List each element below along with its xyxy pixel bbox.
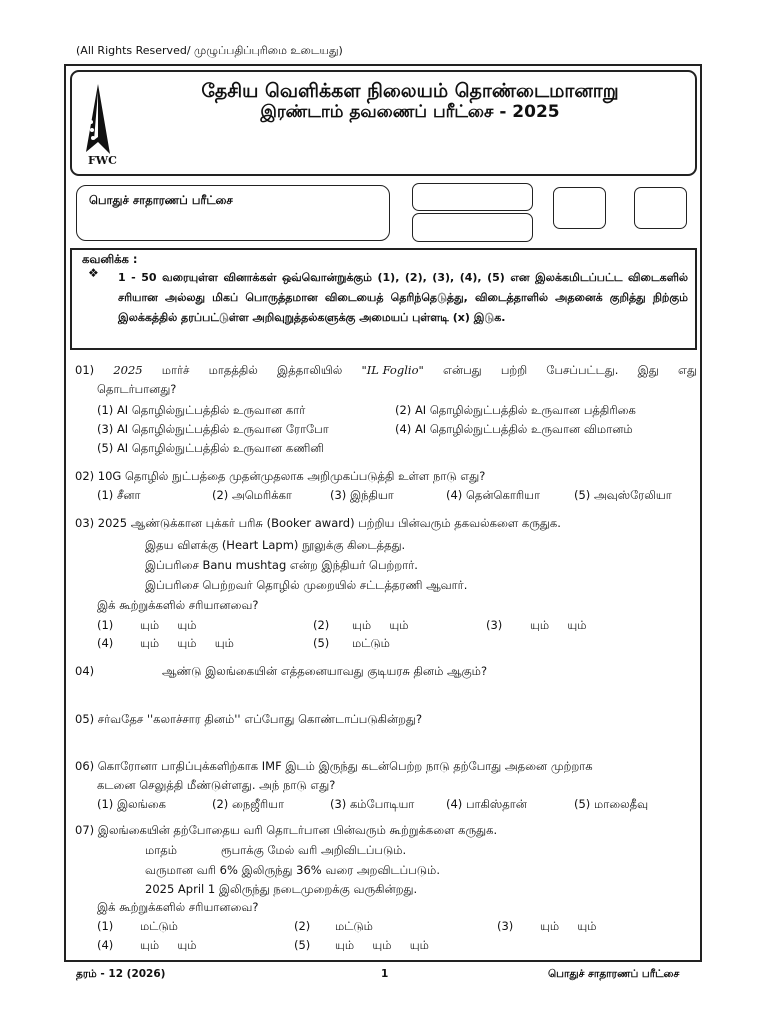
q7-option-1: மட்டும் [140,919,178,933]
q1-option-4: (4) AI தொழில்நுட்பத்தில் உருவான விமானம் [395,422,633,436]
bullet-icon: ❖ [88,266,99,280]
q2-option-1: (1) சீனா [97,488,141,502]
q1-option-2: (2) AI தொழில்நுட்பத்தில் உருவான பத்திரிகை [395,403,636,417]
exam-title: இரண்டாம் தவணைப் பரீட்சை - 2025 [260,102,560,122]
q7-option-1-num: (1) [97,919,114,933]
q7-option-5: யும் யும் யும் [335,938,429,952]
q1-word: இது [637,363,659,377]
q2-option-2: (2) அமெரிக்கா [212,488,292,502]
q6-option-2: (2) நைஜீரியா [212,797,284,811]
page-number: 1 [381,968,389,980]
q6-option-4: (4) பாகிஸ்தான் [446,797,527,811]
question-1 [75,361,697,379]
q7-statement-1: மாதம் ரூபாக்கு மேல் வரி அறிவிடப்படும். [145,843,407,857]
q7-statement-3: 2025 April 1 இலிருந்து நடைமுறைக்கு வருகின்றது. [145,882,418,896]
q1-year: 2025 [113,363,143,377]
code-box-1 [553,187,606,229]
q3-option-3: யும் யும் [530,618,587,632]
question-3: 03) 2025 ஆண்டுக்கான புக்கர் பரிசு (Booker award) பற்றிய பின்வரும் தகவல்களை கருதுக. [75,516,561,530]
q2-option-5: (5) அவுஸ்ரேலியா [574,488,672,502]
q7-statement-2: வருமான வரி 6% இலிருந்து 36% வரை அறவிடப்படும். [145,863,440,877]
q1-option-1: (1) AI தொழில்நுட்பத்தில் உருவான கார் [97,403,306,417]
question-6: 06) கொரோனா பாதிப்புக்களிற்காக IMF இடம் இருந்து கடன்பெற்ற நாடு தற்போது அதனை முற்றாக [75,759,593,773]
q1-option-3: (3) AI தொழில்நுட்பத்தில் உருவான ரோபோ [97,422,329,436]
q1-word: இத்தாலியில் [277,363,343,377]
q7-option-2-num: (2) [294,919,311,933]
q1-quote: "IL Foglio" [361,363,424,377]
q3-option-3-num: (3) [486,618,503,632]
instructions-text: 1 - 50 வரையுள்ள வினாக்கள் ஒவ்வொன்றுக்கும் (1), (2), (3), (4), (5) என இலக்கமிடப்பட்ட விடைகளில் சரியான அல்லது மிகப் பொருத்தமான விடையைத் தெரிந்தெடுத்து, விடைத்தாளில் அதனைக் குறித்து நிற்கும் இலக்கத்தில் தரப்பட்டுள்ள அறிவுறுத்தல்களுக்கு அமையப் புள்ளடி (x) இடுக. [118,271,688,324]
q7-option-3-num: (3) [497,919,514,933]
q3-option-2-num: (2) [313,618,330,632]
q4-number: 04) [75,664,95,678]
question-5: 05) சர்வதேச ''கலாச்சார தினம்'' எப்போது கொண்டாப்படுகின்றது? [75,712,423,726]
question-4: ஆண்டு இலங்கையின் எத்தனையாவது குடியரசு தினம் ஆகும்? [162,664,488,678]
q3-statement-1: இதய விளக்கு (Heart Lapm) நூலுக்கு கிடைத்தது. [145,538,406,552]
subject-label: பொதுச் சாதாரணப் பரீட்சை [89,193,233,207]
q1-word: என்பது [442,363,482,377]
footer-grade: தரம் - 12 (2026) [76,968,166,980]
q2-option-3: (3) இந்தியா [330,488,394,502]
q1-option-5: (5) AI தொழில்நுட்பத்தில் உருவான கணினி [97,441,325,455]
question-7: 07) இலங்கையின் தற்போதைய வரி தொடர்பான பின்வரும் கூற்றுக்களை கருதுக. [75,823,498,837]
index-box-top [412,183,533,211]
code-box-2 [634,187,687,229]
q1-word: மாதத்தில் [208,363,258,377]
q3-option-1-num: (1) [97,618,114,632]
q3-option-5: மட்டும் [352,636,390,650]
q7-option-4: யும் யும் [140,938,197,952]
q1-word: பற்றி [500,363,528,377]
q7-ask: இக் கூற்றுக்களில் சரியானவை? [97,900,259,914]
q3-option-4-num: (4) [97,636,114,650]
instructions-heading: கவனிக்க : [82,252,138,266]
q6-option-5: (5) மாலைதீவு [574,797,649,811]
q3-ask: இக் கூற்றுக்களில் சரியானவை? [97,598,259,612]
index-box-bottom [412,213,533,242]
q6-option-1: (1) இலங்கை [97,797,166,811]
question-2: 02) 10G தொழில் நுட்பத்தை முதன்முதலாக அறிமுகப்படுத்தி உள்ள நாடு எது? [75,469,486,483]
rights-notice: (All Rights Reserved/ முழுப்பதிப்புரிமை உடையது) [76,44,343,57]
q1-word: பேசப்பட்டது. [546,363,619,377]
q7-option-3: யும் யும் [540,919,597,933]
subject-box [76,185,390,241]
q7-option-2: மட்டும் [335,919,373,933]
q1-number: 01) [75,363,95,377]
q1-line2: தொடர்பானது? [97,382,177,396]
q1-word: மார்ச் [161,363,190,377]
q3-option-5-num: (5) [313,636,330,650]
q6-option-3: (3) கம்போடியா [330,797,415,811]
q3-statement-2: இப்பரிசை Banu mushtag என்ற இந்தியர் பெற்றார். [145,558,418,572]
q3-option-1: யும் யும் [140,618,197,632]
q3-option-2: யும் யும் [352,618,409,632]
q6-line2: கடனை செலுத்தி மீண்டுள்ளது. அந் நாடு எது? [97,778,336,792]
q3-statement-3: இப்பரிசை பெற்றவர் தொழில் முறையில் சட்டத்தரணி ஆவார். [145,578,468,592]
q7-option-4-num: (4) [97,938,114,952]
institution-title: தேசிய வெளிக்கள நிலையம் தொண்டைமானாறு [201,80,619,102]
q7-option-5-num: (5) [294,938,311,952]
q2-option-4: (4) தென்கொரியா [446,488,540,502]
footer-subject: பொதுச் சாதாரணப் பரீட்சை [548,968,680,980]
q3-option-4: யும் யும் யும் [140,636,234,650]
logo-label: FWC [88,154,117,167]
q1-word: எது [677,363,697,377]
